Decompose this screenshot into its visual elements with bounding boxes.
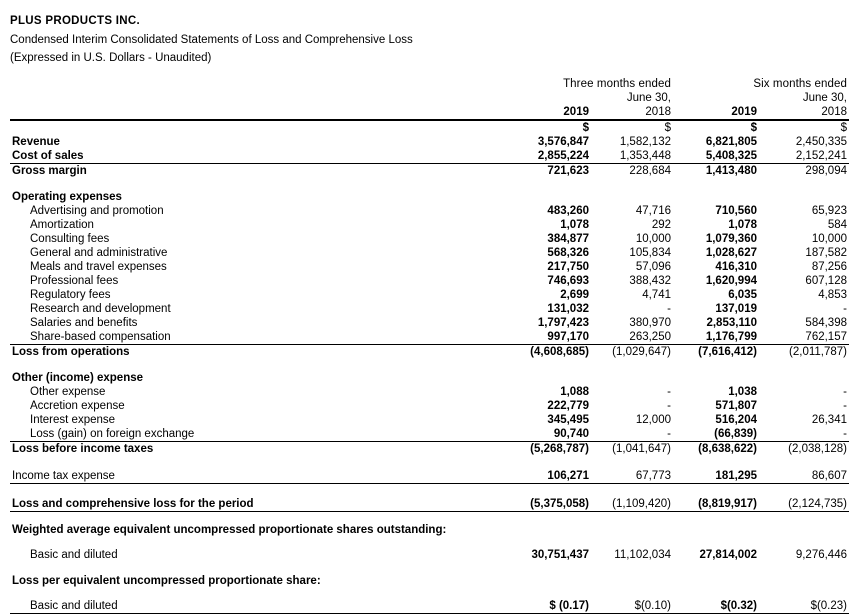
cell-three-months-2019 (503, 371, 591, 385)
table-body (10, 135, 849, 614)
cell-three-months-2018 (591, 371, 673, 385)
cell-six-months-2019: 6,821,805 (705, 136, 757, 148)
spacer-cell (10, 484, 849, 498)
statement-table (10, 77, 849, 614)
cell-six-months-2018: - (843, 303, 847, 315)
cell-six-months-2019: 1,078 (728, 219, 757, 231)
table-row (10, 413, 849, 427)
table-row (10, 345, 849, 360)
three-months-date: June 30, (626, 92, 671, 104)
document-header (10, 12, 849, 67)
cell-six-months-2019: (66,839) (673, 427, 759, 442)
cell-three-months-2019: 568,326 (547, 247, 589, 259)
row-label: Regulatory fees (30, 289, 111, 301)
cell-three-months-2019 (503, 574, 591, 588)
cell-three-months-2018: 11,102,034 (614, 549, 671, 561)
cell-three-months-2019: 131,032 (547, 303, 589, 315)
cell-six-months-2018: 10,000 (811, 233, 847, 245)
cell-six-months-2018: $(0.23) (759, 599, 849, 614)
cell-six-months-2019: 416,310 (715, 261, 757, 273)
cell-three-months-2018: 263,250 (591, 330, 673, 345)
cell-six-months-2018: 86,607 (759, 469, 849, 484)
row-label: Revenue (12, 136, 60, 148)
cell-six-months-2019: 137,019 (715, 303, 757, 315)
spacer-cell (10, 359, 849, 371)
spacer-row (10, 484, 849, 498)
cell-three-months-2018: 380,970 (629, 317, 671, 329)
table-row (10, 204, 849, 218)
table-row (10, 330, 849, 345)
row-label: Loss from operations (12, 346, 130, 358)
cell-three-months-2019: 384,877 (547, 233, 589, 245)
table-row (10, 442, 849, 457)
cell-six-months-2018 (759, 190, 849, 204)
currency-symbol: $ (840, 122, 847, 134)
cell-six-months-2018: 87,256 (811, 261, 847, 273)
cell-six-months-2018: 65,923 (811, 205, 847, 217)
cell-six-months-2018: 2,450,335 (795, 136, 847, 148)
cell-three-months-2018: $(0.10) (591, 599, 673, 614)
cell-six-months-2018: 762,157 (759, 330, 849, 345)
cell-six-months-2019: 571,807 (715, 400, 757, 412)
cell-three-months-2018: - (667, 386, 671, 398)
table-row (10, 371, 849, 385)
table-row (10, 302, 849, 316)
cell-six-months-2019: 1,620,994 (705, 275, 757, 287)
cell-three-months-2019: 1,088 (560, 386, 589, 398)
cell-six-months-2019: 710,560 (715, 205, 757, 217)
cell-three-months-2019 (503, 190, 591, 204)
spacer-row (10, 178, 849, 190)
cell-six-months-2018: - (759, 427, 849, 442)
table-row (10, 599, 849, 614)
cell-three-months-2018: 57,096 (635, 261, 671, 273)
table-row (10, 149, 849, 164)
cell-six-months-2019: 6,035 (728, 289, 757, 301)
row-label: Basic and diluted (10, 599, 503, 614)
row-label: Basic and diluted (30, 549, 118, 561)
currency-symbol: $ (750, 122, 757, 134)
cell-six-months-2018: 26,341 (811, 414, 847, 426)
spacer-row (10, 562, 849, 574)
cell-six-months-2019: 5,408,325 (673, 149, 759, 164)
row-label: Loss per equivalent uncompressed proportionate share: (12, 575, 321, 587)
table-row (10, 288, 849, 302)
cell-three-months-2019 (503, 523, 591, 537)
row-label: Amortization (30, 219, 94, 231)
table-row (10, 218, 849, 232)
cell-three-months-2019: 3,576,847 (537, 136, 589, 148)
cell-six-months-2019: 181,295 (673, 469, 759, 484)
cell-six-months-2019: 1,176,799 (673, 330, 759, 345)
cell-three-months-2019: (5,375,058) (503, 497, 591, 512)
row-label: Professional fees (30, 275, 119, 287)
cell-six-months-2018: 298,094 (805, 165, 847, 177)
cell-six-months-2018: - (843, 400, 847, 412)
table-row (10, 190, 849, 204)
table-row (10, 523, 849, 537)
cell-three-months-2018: 388,432 (629, 275, 671, 287)
cell-six-months-2019: 1,038 (728, 386, 757, 398)
table-row (10, 135, 849, 149)
year-three-months-2019: 2019 (503, 105, 591, 120)
currency-note: (Expressed in U.S. Dollars - Unaudited) (10, 52, 212, 64)
cell-six-months-2019: (7,616,412) (698, 346, 757, 358)
cell-three-months-2018 (591, 574, 673, 588)
cell-three-months-2019: 2,855,224 (503, 149, 591, 164)
cell-three-months-2018: - (667, 400, 671, 412)
cell-three-months-2018: 228,684 (629, 165, 671, 177)
cell-three-months-2019: $ (0.17) (503, 599, 591, 614)
cell-three-months-2018 (591, 523, 673, 537)
cell-six-months-2018: 187,582 (805, 247, 847, 259)
empty-cell (10, 91, 503, 105)
spacer-cell (10, 178, 849, 190)
currency-symbol: $ (664, 122, 671, 134)
cell-six-months-2019 (673, 190, 759, 204)
spacer-cell (10, 588, 849, 599)
cell-six-months-2019: 1,079,360 (705, 233, 757, 245)
empty-cell (10, 120, 503, 135)
cell-three-months-2019: 222,779 (547, 400, 589, 412)
year-six-months-2019: 2019 (673, 105, 759, 120)
row-label: Weighted average equivalent uncompressed proportionate shares outstanding: (12, 524, 447, 536)
cell-three-months-2019: 721,623 (547, 165, 589, 177)
six-months-ended-header: Six months ended (753, 78, 847, 90)
cell-three-months-2019: 1,078 (560, 219, 589, 231)
cell-three-months-2019: 997,170 (503, 330, 591, 345)
spacer-row (10, 359, 849, 371)
spacer-cell (10, 562, 849, 574)
row-label: Research and development (30, 303, 171, 315)
spacer-cell (10, 537, 849, 548)
cell-six-months-2019: (8,638,622) (698, 443, 757, 455)
row-label: Meals and travel expenses (30, 261, 167, 273)
table-row (10, 469, 849, 484)
cell-three-months-2019: 217,750 (547, 261, 589, 273)
cell-six-months-2019 (673, 371, 759, 385)
currency-row (10, 120, 849, 135)
cell-three-months-2018: 47,716 (635, 205, 671, 217)
table-row (10, 260, 849, 274)
table-row (10, 316, 849, 330)
cell-six-months-2019 (673, 523, 759, 537)
cell-three-months-2018: 10,000 (635, 233, 671, 245)
cell-three-months-2019: (4,608,685) (530, 346, 589, 358)
cell-six-months-2018: 4,853 (818, 289, 847, 301)
table-row (10, 399, 849, 413)
row-label: Loss and comprehensive loss for the period (10, 497, 503, 512)
year-header-row (10, 105, 849, 120)
company-name: PLUS PRODUCTS INC. (10, 15, 140, 27)
cell-six-months-2018 (759, 523, 849, 537)
spacer-cell (10, 512, 849, 524)
table-row (10, 274, 849, 288)
cell-six-months-2019: $(0.32) (673, 599, 759, 614)
cell-six-months-2018: (2,038,128) (788, 443, 847, 455)
cell-six-months-2018: 2,152,241 (759, 149, 849, 164)
table-row (10, 497, 849, 512)
row-label: General and administrative (30, 247, 168, 259)
empty-cell (10, 77, 503, 91)
cell-three-months-2018: (1,029,647) (612, 346, 671, 358)
cell-three-months-2018: (1,109,420) (591, 497, 673, 512)
spacer-row (10, 512, 849, 524)
table-row (10, 548, 849, 562)
cell-six-months-2019 (673, 574, 759, 588)
cell-three-months-2019: (5,268,787) (530, 443, 589, 455)
row-label: Share-based compensation (10, 330, 503, 345)
cell-three-months-2018: - (667, 303, 671, 315)
cell-six-months-2019: 1,413,480 (705, 165, 757, 177)
table-row (10, 385, 849, 399)
cell-three-months-2018: (1,041,647) (612, 443, 671, 455)
cell-three-months-2019: 30,751,437 (531, 549, 589, 561)
cell-six-months-2018: 607,128 (805, 275, 847, 287)
table-row (10, 232, 849, 246)
cell-six-months-2019: 1,028,627 (705, 247, 757, 259)
statement-title: Condensed Interim Consolidated Statements of Loss and Comprehensive Loss (10, 34, 413, 46)
cell-six-months-2018 (759, 371, 849, 385)
cell-three-months-2018: 1,353,448 (591, 149, 673, 164)
cell-three-months-2018: 292 (651, 219, 671, 231)
row-label: Consulting fees (30, 233, 110, 245)
cell-three-months-2018: 67,773 (591, 469, 673, 484)
cell-three-months-2019: 483,260 (547, 205, 589, 217)
cell-three-months-2019: 1,797,423 (537, 317, 589, 329)
table-row (10, 246, 849, 260)
period-date-row (10, 91, 849, 105)
cell-three-months-2019: 90,740 (503, 427, 591, 442)
three-months-ended-header: Three months ended (563, 78, 671, 90)
cell-six-months-2018: 9,276,446 (795, 549, 847, 561)
currency-symbol: $ (582, 122, 589, 134)
period-title-row (10, 77, 849, 91)
cell-three-months-2018: 105,834 (629, 247, 671, 259)
cell-six-months-2018 (759, 574, 849, 588)
spacer-row (10, 537, 849, 548)
year-three-months-2018: 2018 (591, 105, 673, 120)
cell-three-months-2019: 345,495 (547, 414, 589, 426)
cell-three-months-2018: - (591, 427, 673, 442)
table-row (10, 427, 849, 442)
six-months-date: June 30, (802, 92, 847, 104)
cell-six-months-2019: 2,853,110 (706, 317, 757, 329)
cell-three-months-2019: 2,699 (560, 289, 589, 301)
row-label: Cost of sales (10, 149, 503, 164)
row-label: Accretion expense (30, 400, 125, 412)
cell-six-months-2018: (2,124,735) (759, 497, 849, 512)
spacer-row (10, 588, 849, 599)
row-label: Income tax expense (10, 469, 503, 484)
cell-six-months-2019: 516,204 (715, 414, 757, 426)
row-label: Operating expenses (12, 191, 122, 203)
cell-three-months-2018: 4,741 (642, 289, 671, 301)
cell-six-months-2018: 584 (827, 219, 847, 231)
spacer-row (10, 456, 849, 469)
row-label: Other (income) expense (12, 372, 144, 384)
cell-three-months-2018: 1,582,132 (619, 136, 671, 148)
table-row (10, 574, 849, 588)
spacer-cell (10, 456, 849, 469)
table-row (10, 164, 849, 179)
table-header (10, 77, 849, 135)
cell-six-months-2019: (8,819,917) (673, 497, 759, 512)
row-label: Gross margin (12, 165, 87, 177)
cell-three-months-2018 (591, 190, 673, 204)
cell-three-months-2019: 746,693 (547, 275, 589, 287)
row-label: Other expense (30, 386, 106, 398)
cell-three-months-2019: 106,271 (503, 469, 591, 484)
row-label: Loss (gain) on foreign exchange (10, 427, 503, 442)
year-six-months-2018: 2018 (759, 105, 849, 120)
cell-six-months-2018: - (843, 386, 847, 398)
cell-three-months-2018: 12,000 (635, 414, 671, 426)
cell-six-months-2018: 584,398 (805, 317, 847, 329)
empty-cell (10, 105, 503, 120)
row-label: Loss before income taxes (12, 443, 154, 455)
row-label: Salaries and benefits (30, 317, 138, 329)
row-label: Interest expense (30, 414, 116, 426)
row-label: Advertising and promotion (30, 205, 164, 217)
cell-six-months-2019: 27,814,002 (699, 549, 757, 561)
cell-six-months-2018: (2,011,787) (789, 346, 847, 358)
